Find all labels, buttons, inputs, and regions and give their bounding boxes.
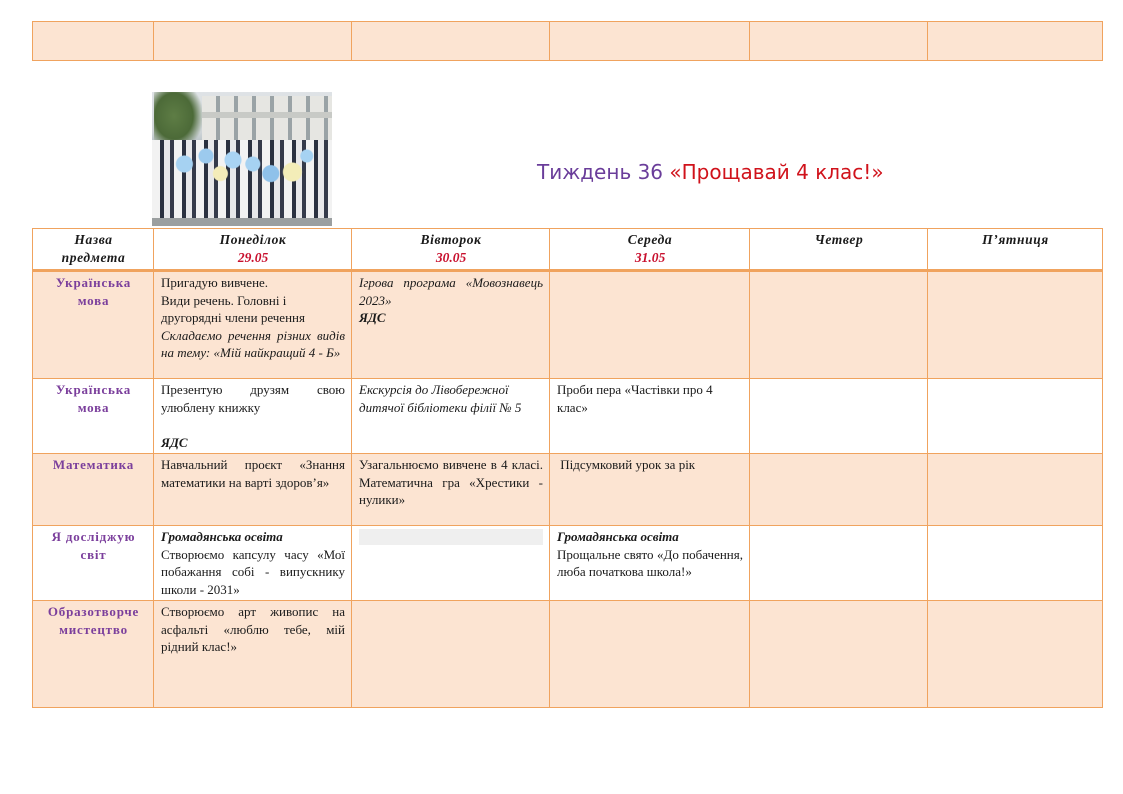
- lesson-cell-friday: [928, 526, 1103, 601]
- lesson-cell-friday: [928, 379, 1103, 454]
- day-label: Понеділок: [219, 232, 287, 247]
- subject-name: Образотворче: [47, 604, 140, 619]
- lesson-cell-thursday: [750, 379, 928, 454]
- subject-cell: [33, 601, 154, 708]
- lesson-cell-wednesday: [550, 601, 750, 708]
- lesson-cell-wednesday: [550, 454, 750, 526]
- lesson-text: Види речень. Головні і другорядні члени речення: [161, 292, 305, 325]
- lesson-cell-wednesday: [550, 271, 750, 379]
- table-row: [33, 454, 1103, 526]
- week-label: Тиждень 36: [537, 160, 664, 184]
- subject-cell: [33, 379, 154, 454]
- lesson-text: Створюємо арт живопис на асфальті «люблю тебе, мій рідний клас!»: [161, 604, 345, 654]
- lesson-cell-thursday: [750, 454, 928, 526]
- subject-name: Я досліджую: [51, 529, 136, 544]
- photo-children: [152, 140, 332, 220]
- day-label: Вівторок: [420, 232, 482, 247]
- lesson-cell-tuesday: [352, 601, 550, 708]
- empty-row: [33, 22, 1103, 61]
- day-date: 29.05: [237, 249, 269, 265]
- lesson-text: Екскурсія до Лівобережної дитячої бібліотеки філії № 5: [359, 382, 522, 415]
- lesson-cell-friday: [928, 271, 1103, 379]
- subject-cell: [33, 526, 154, 601]
- header-subject: [33, 229, 154, 271]
- day-label: Середа: [627, 232, 673, 247]
- header-row: [33, 229, 1103, 271]
- lesson-text: Проби пера «Частівки про 4 клас»: [557, 382, 713, 415]
- subject-cell: [33, 454, 154, 526]
- table-row: [33, 379, 1103, 454]
- lesson-text: Ігрова програма «Мовознавець 2023»: [359, 275, 543, 308]
- lesson-text: Узагальнюємо вивчене в 4 класі. Математична гра «Хрестики - нулики»: [359, 457, 543, 507]
- lesson-cell-friday: [928, 454, 1103, 526]
- day-date: 30.05: [435, 249, 467, 265]
- subject-name: мова: [77, 292, 110, 308]
- header-wednesday: [550, 229, 750, 271]
- header-label: Назва: [74, 232, 113, 247]
- subject-name: Математика: [52, 457, 135, 472]
- spacer: [161, 416, 345, 434]
- lesson-text: Презентую друзям свою улюблену книжку: [161, 382, 345, 415]
- empty-cell: [750, 22, 928, 61]
- subject-name: Українська: [55, 275, 132, 290]
- table-row: [33, 601, 1103, 708]
- lesson-cell-tuesday: [352, 379, 550, 454]
- schedule-table: [32, 228, 1103, 708]
- empty-cell: [154, 22, 352, 61]
- subject-name: мова: [77, 399, 110, 415]
- empty-cell: [352, 22, 550, 61]
- empty-cell: [928, 22, 1103, 61]
- lesson-text: Прощальне свято «До побачення, люба початкова школа!»: [557, 546, 743, 579]
- page-title: [537, 160, 884, 184]
- lesson-text: Складаємо речення різних видів на тему: «Мій найкращий 4 - Б»: [161, 327, 345, 360]
- lesson-cell-monday: [154, 454, 352, 526]
- lesson-text: Навчальний проєкт «Знання математики на варті здоров’я»: [161, 457, 345, 490]
- lesson-cell-monday: [154, 526, 352, 601]
- lesson-cell-tuesday: [352, 454, 550, 526]
- lesson-text: Підсумковий урок за рік: [557, 457, 696, 472]
- photo-building-ledge: [202, 112, 332, 118]
- lesson-cell-tuesday: [352, 271, 550, 379]
- lesson-cell-friday: [928, 601, 1103, 708]
- lesson-topic: Громадянська освіта: [557, 529, 679, 544]
- day-label: Четвер: [814, 232, 864, 247]
- lesson-cell-monday: [154, 601, 352, 708]
- top-empty-table: [32, 21, 1103, 61]
- header-friday: [928, 229, 1103, 271]
- header-monday: [154, 229, 352, 271]
- subject-name: світ: [80, 546, 107, 562]
- header-tuesday: [352, 229, 550, 271]
- lesson-text: Створюємо капсулу часу «Мої побажання собі - випускнику школи - 2031»: [161, 546, 345, 597]
- header-label: предмета: [61, 249, 126, 265]
- week-name: «Прощавай 4 клас!»: [669, 160, 884, 184]
- lesson-cell-thursday: [750, 271, 928, 379]
- subject-name: Українська: [55, 382, 132, 397]
- lesson-note: ЯДС: [161, 434, 188, 450]
- class-photo: [152, 92, 332, 226]
- empty-cell: [550, 22, 750, 61]
- empty-cell: [33, 22, 154, 61]
- lesson-cell-thursday: [750, 601, 928, 708]
- photo-building: [202, 96, 332, 144]
- subject-name: мистецтво: [59, 621, 128, 637]
- table-row: [33, 526, 1103, 601]
- header-thursday: [750, 229, 928, 271]
- lesson-cell-monday: [154, 271, 352, 379]
- lesson-cell-wednesday: [550, 379, 750, 454]
- lesson-note: ЯДС: [359, 310, 386, 325]
- lesson-cell-monday: [154, 379, 352, 454]
- empty-placeholder-bar: [359, 529, 543, 545]
- table-row: [33, 271, 1103, 379]
- day-date: 31.05: [634, 249, 666, 265]
- photo-ground: [152, 218, 332, 226]
- subject-cell: [33, 271, 154, 379]
- lesson-text: Пригадую вивчене.: [161, 275, 269, 290]
- day-label: П’ятниця: [982, 232, 1049, 247]
- lesson-cell-thursday: [750, 526, 928, 601]
- lesson-cell-wednesday: [550, 526, 750, 601]
- lesson-cell-tuesday: [352, 526, 550, 601]
- lesson-topic: Громадянська освіта: [161, 529, 283, 544]
